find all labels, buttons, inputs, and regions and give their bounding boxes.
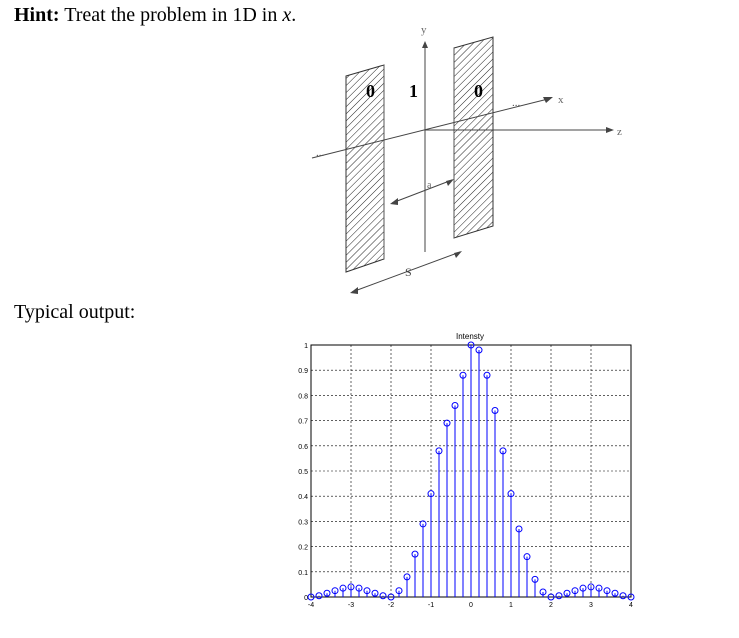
ellipsis-left: ... — [316, 147, 325, 159]
x-tick-label: 0 — [469, 602, 473, 609]
x-tick-label: 3 — [589, 602, 593, 609]
hint-label: Hint: — [14, 4, 60, 26]
y-tick-label: 0.8 — [298, 393, 308, 401]
y-tick-label: 0.2 — [298, 544, 308, 552]
y-tick-label: 0.1 — [298, 569, 308, 577]
chart-title: Intensty — [455, 332, 485, 341]
typical-output-label: Typical output: — [14, 301, 136, 323]
slit-label-right: 0 — [474, 81, 483, 101]
x-tick-label: -3 — [347, 602, 355, 609]
y-tick-label: 0.4 — [298, 494, 308, 502]
y-tick-label: 0.6 — [298, 443, 308, 451]
ellipsis-right: ... — [512, 97, 521, 109]
x-tick-label: -2 — [387, 602, 395, 609]
x-tick-label: -4 — [307, 602, 315, 609]
y-tick-label: 1 — [304, 343, 308, 350]
y-tick-label: 0.7 — [298, 418, 308, 426]
y-tick-label: 0.3 — [298, 519, 308, 527]
x-tick-label: 1 — [509, 602, 513, 609]
hint-period: . — [291, 4, 297, 26]
y-tick-label: 0 — [304, 595, 308, 602]
y-tick-label: 0.9 — [298, 368, 308, 376]
dimension-a-label: a — [427, 180, 432, 191]
x-axis-label: x — [558, 94, 564, 106]
hint-variable: x — [282, 4, 292, 26]
x-tick-label: 2 — [549, 602, 553, 609]
x-tick-label: -1 — [427, 602, 435, 609]
slit-label-center: 1 — [409, 81, 418, 101]
y-axis-label: y — [421, 24, 427, 36]
x-tick-label: 4 — [629, 602, 633, 609]
z-axis-label: z — [617, 126, 622, 138]
hint-text: Treat the problem in 1D in — [64, 4, 278, 26]
slit-label-left: 0 — [366, 81, 375, 101]
y-tick-label: 0.5 — [298, 469, 308, 476]
dimension-s-label: S — [405, 265, 412, 279]
